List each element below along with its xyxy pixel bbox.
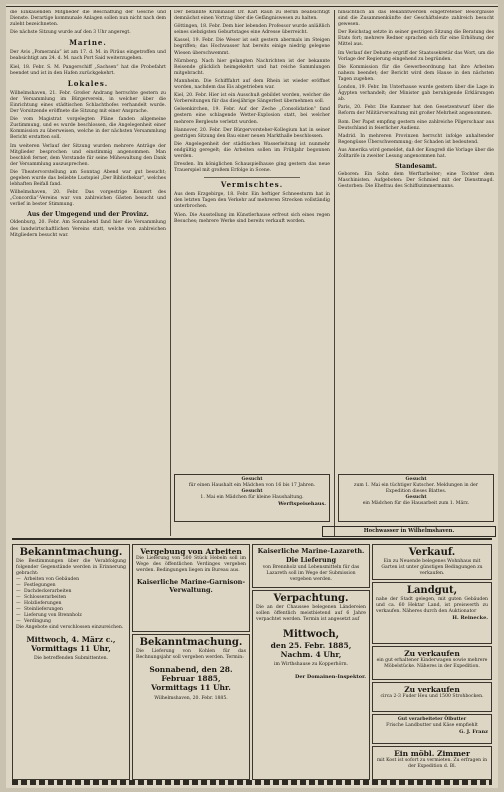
ad-place: im Wirthshause zu Kopperhörn. [274,662,348,667]
paragraph: Madrid. In mehreren Provinzen herrscht infolge anhaltender Regengüsse Überschwemmung; der Schaden ist bedeutend. [338,133,494,145]
column-2 [174,10,330,536]
paragraph: Paris, 20. Febr. Die Kammer hat den Gesetzentwurf über die Reform der Militärverwaltung mit großer Mehrheit angenommen. [338,105,494,117]
ad-gesucht-stack [338,474,494,522]
paragraph: Rom. Der Papst empfing gestern eine zahlreiche Pilgerschaar aus Deutschland in feierlicher Audienz. [338,119,494,131]
newspaper-page [6,4,498,788]
paragraph: Oldenburg, 20. Febr. Am Sonnabend fand hier die Versammlung des landwirtschaftlichen Vereins statt, welche von zahlreichen Mitgliedern besucht war. [10,220,166,238]
ad-landgut [372,582,492,644]
paragraph: hinsichtlich an das Bekanntwerden eingetretener Besorgnisse sind die Zusammenkünfte der Geschäftsleute zahlreich besucht gewesen. [338,10,494,28]
ad-title: Zu verkaufen [404,685,460,694]
list-item: — Schlosserarbeiten [24,595,126,601]
ad-title: Ein möbl. Zimmer [394,749,470,758]
ad-title: Verkauf. [408,547,456,558]
advertisements [12,544,492,780]
ad-signature: H. Reinecke. [452,615,488,621]
ad-title: Gesucht [405,495,427,500]
ad-signature: Werftspeisehaus. [278,501,326,507]
paragraph: Aus dem Erzgebirge, 18. Febr. Ein heftiger Schneesturm hat in den letzten Tagen den Verkehr auf mehreren Strecken vollständig unterbrochen. [174,192,330,210]
top-rule [6,6,498,7]
paragraph: Die vom Magistrat vorgelegten Pläne fanden allgemeine Zustimmung, und es wurde beschlossen, die Angelegenheit einer Kommission zu überweisen, welche in der nächsten Versammlung Bericht erstatten soll. [10,117,166,141]
paragraph: Die Angelegenheit der städtischen Wasserleitung ist nunmehr endgültig geregelt; die Arbeiten sollen im Frühjahr begonnen werden. [174,141,330,159]
ad-title: Gut verarbeiteter Ölbutter [397,717,467,722]
paragraph: Aus Amerika wird gemeldet, daß der Kongreß die Vorlage über die Zolltarife in zweiter Lesung angenommen hat. [338,147,494,159]
ad-gesucht-stack-2 [174,474,330,522]
ad-time: Vormittags 11 Uhr, [31,644,111,653]
ad-zu-verkaufen [372,646,492,680]
ad-text: Die Lieferung von 500 Stück Hebeln soll im Wege des öffentlichen Verdinges vergeben werden. Bedingungen liegen im Bureau aus. [136,556,246,573]
list-item: — Dachdeckerarbeiten [24,589,126,595]
ad-zimmer [372,746,492,780]
paragraph: Kiel, 20. Febr. Hier ist ein Ausschuß gebildet worden, welcher die Vorbereitungen für das diesjährige Sängerfest übernehmen soll. [174,93,330,105]
paragraph: Kiel, 18. Febr. S. M. Pangerschiff „Sachsen“ hat die Probefahrt beendet und ist in den Hafen zurückgekehrt. [10,64,166,76]
ad-bekanntmachung [12,544,130,780]
ad-text: Die an der Chaussee belegenen Ländereien sollen öffentlich meistbietend auf 6 Jahre verpachtet werden. Termin ist angesetzt auf [256,605,366,622]
ad-verpachtung [252,590,370,780]
ad-time: den 25. Febr. 1885, Nachm. 4 Uhr, [270,641,352,659]
ad-text: Die Lieferung von Kohlen für das Rechnungsjahr soll vergeben werden. Termin: [136,649,246,660]
ad-time: Vormittags 11 Uhr. [151,683,231,692]
ad-verkauf [372,544,492,580]
ad-text: ein gut erhaltener Kinderwagen sowie mehrere Möbelstücke. Näheres in der Expedition. [376,658,488,669]
section-rule [12,538,492,540]
ad-title: Gesucht [241,489,263,494]
ad-date: Sonnabend, den 28. Februar 1885, [149,665,233,683]
paragraph: Kassel, 19. Febr. Die Weser ist seit gestern abermals im Steigen begriffen; das Hochwasser hat bereits einige niedrig gelegene Wiesen überschwemmt. [174,38,330,56]
ad-title: Bekanntmachung. [19,547,123,558]
ad-text: 1. Mai ein Mädchen für kleine Haushaltung. [200,495,304,500]
list-item: — Arbeiten von Gebäuden [24,577,126,583]
list-item: — Lieferung von Brennholz [24,613,126,619]
ad-title: Landgut, [406,585,458,596]
paragraph: London, 19. Febr. Im Unterhause wurde gestern über die Lage in Ägypten verhandelt; der Minister gab beruhigende Erklärungen ab. [338,85,494,103]
paragraph: Göttingen, 18. Febr. Dem hier lebenden Professor wurde anläßlich seines siebzigsten Geburtstages eine Adresse überreicht. [174,24,330,36]
divider [204,177,300,178]
paragraph: Der Reichstag setzte in seiner gestrigen Sitzung die Beratung des Etats fort; mehrere Redner sprachen sich für eine Erhöhung der Mittel aus. [338,30,494,48]
ad-text: zum 1. Mai ein tüchtiger Kutscher. Meldungen in der Expedition dieses Blattes. [354,483,478,494]
ad-signature: Der Domainen-Inspektor. [294,674,366,680]
column-1 [10,10,166,536]
section-heading-marine: Marine. [69,38,107,48]
paragraph: Gelsenkirchen, 19. Febr. Auf der Zeche „Consolidation“ fand gestern eine schlagende Wetter-Explosion statt, bei welcher mehrere Bergleute verletzt wurden. [174,107,330,125]
paragraph: Die nächste Sitzung wurde auf den 3 Uhr angeregt. [10,30,131,36]
ad-text: für einen Haushalt ein Mädchen von 16 bis 17 Jahren. [188,483,316,488]
paragraph: Wien. Die Ausstellung im Künstlerhause erfreut sich eines regen Besuches; mehrere Werke sind bereits verkauft worden. [174,212,330,224]
paragraph: Dresden. Im königlichen Schauspielhause ging gestern das neue Trauerspiel mit großem Erfolge in Scene. [174,162,330,174]
paragraph: Der befannte Kriminalist Dr. Karl Rauh zu Berlin beabsichtigt demnächst einen Vortrag über die Gefängniswesen zu halten. [174,10,330,22]
paragraph: Die Theatervorstellung am Sonntag Abend war gut besucht; gegeben wurde das beliebte Lustspiel „Der Bibliothekar“, welches lebhaften Beifall fand. [10,169,166,188]
paragraph: Die Kommission für die Gewerbeordnung hat ihre Arbeiten nahezu beendet; der Bericht wird dem Hause in den nächsten Tagen zugehen. [338,64,494,82]
section-heading-standesamt: Standesamt. [395,163,437,171]
paragraph: Geboren: Ein Sohn dem Werftarbeiter; eine Tochter dem Maschinisten. Aufgeboten: Der Schmied mit der Dienstmagd. Gestorben: Die Ehefrau des Schiffszimmermanns. [338,172,494,190]
paragraph: Der Avis „Pomerania“ ist am 17. d. M. in Piräus eingetroffen und beabsichtigt am 24. d. M. nach Port Said weiterzugehen. [10,50,166,62]
ad-date: Mittwoch, [282,629,340,640]
ad-signature: Die betreffenden Submittenten. [34,656,108,661]
list-item: — Verdingung [24,619,126,625]
list-item: — Holzlieferungen [24,601,126,607]
ad-note: Kaiserliche Marine-Garnison-Verwaltung. [136,578,246,594]
ad-text: von Brennholz und Lebensmitteln für das Lazareth soll im Wege der Submission vergeben werden. [262,565,360,582]
ad-text: mit Kost ist sofort zu vermieten. Zu erfragen in der Expedition d. Bl. [376,758,488,769]
column-divider [170,10,171,536]
paragraph: Wilhelmshaven, 21. Febr. Großer Andrang herrschte gestern zu der Versammlung im Bürgerverein, in welcher über die Einrichtung eines städtischen Schlachthofes verhandelt wurde. Der Vorsitzende eröffnete die Sitzung mit einer Ansprache. [10,90,166,115]
ad-text: circa 2-3 Fuder Heu und 1500 Strohbocken. [380,694,484,699]
ad-lazareth [252,544,370,588]
section-heading-vermischtes: Vermischtes. [220,180,284,190]
paragraph: die Einkauenden Mitglieder die Beschaffung der Gesche und Dienste. Derartige kommunale Anlagen sollen nun nicht nach dem zuleht bezeichneten. [10,10,166,28]
ad-title: Kaiserliche Marine-Lazareth. [257,547,365,555]
ad-note: Die Angebote sind verschlossen einzureichen. [16,625,124,630]
ad-signature: G. J. Franz [459,729,488,735]
paragraph: Im Verlauf der Debatte ergriff der Staatssekretär das Wort, um die Vorlage der Regierung eingehend zu begründen. [338,50,494,62]
ad-title: Zu verkaufen [404,649,460,658]
section-heading-lokales: Lokales. [67,78,109,88]
ad-signature: Wilhelmshaven, 20. Febr. 1885. [154,696,228,701]
ad-list [16,577,126,625]
ad-vergebung [132,544,250,632]
ad-text: ein Mädchen für die Hausarbeit zum 1. März. [362,501,470,506]
ad-butter [372,714,492,744]
ad-title: Bekanntmachung. [139,637,243,648]
hochwasser-bar: Hochwasser in Wilhelmshaven. [322,526,496,537]
paragraph: Wilhelmshaven, 20. Febr. Das vorgestrige Konzert des „Concordia“-Vereins war von zahlreichen Gästen besucht und verlief in bester Stimmung. [10,190,166,208]
section-heading-umgegend: Aus der Umgegend und der Provinz. [27,211,149,219]
column-divider [334,10,335,536]
ad-text: Ein zu Neuende belegenes Wohnhaus mit Garten ist unter günstigen Bedingungen zu verkaufen. [381,559,483,576]
scan-edge-strip [12,780,492,785]
ad-zu-verkaufen-heu [372,682,492,712]
paragraph: Hannover, 20. Febr. Der Bürgervorsteher-Kollegium hat in seiner gestrigen Sitzung den Bau einer neuen Markthalle beschlossen. [174,127,330,139]
ad-bekanntmachung-kohlen [132,634,250,780]
list-item: — Festlegungen [24,583,126,589]
ad-title: Gesucht [241,477,263,482]
paragraph: Im weiteren Verlauf der Sitzung wurden mehrere Anträge der Mitglieder besprochen und einstimmig angenommen. Man beschloß ferner, dem Vorstande für seine Mühewaltung den Dank der Versammlung auszusprechen. [10,143,166,167]
paragraph: Nürnberg. Nach hier gelangten Nachrichten ist der bekannte Reisende glücklich heimgekehrt und hat reiche Sammlungen mitgebracht. [174,58,330,76]
ad-date: Mittwoch, 4. März c., [26,635,116,644]
ad-title: Verpachtung. [273,593,349,604]
ad-title: Gesucht [405,477,427,482]
ad-title: Vergebung von Arbeiten [140,547,242,556]
list-item: — Steinlieferungen [24,607,126,613]
ad-text: Frische Landbutter und Käse empfiehlt [386,723,478,728]
column-3 [338,10,494,536]
paragraph: Mannheim. Die Schifffahrt auf dem Rhein ist wieder eröffnet worden, nachdem das Eis abgetrieben war. [174,78,330,91]
ad-subtitle: Die Lieferung [285,556,337,564]
ad-text: Die Bestimmungen über die Verabfolgung folgender Gegenstände werden in Erinnerung gebracht: [16,559,126,576]
ad-text: nahe der Stadt gelegen, mit guten Gebäuden und ca. 60 Hektar Land, ist preiswerth zu verkaufen. Näheres durch den Auktionator [376,597,488,614]
